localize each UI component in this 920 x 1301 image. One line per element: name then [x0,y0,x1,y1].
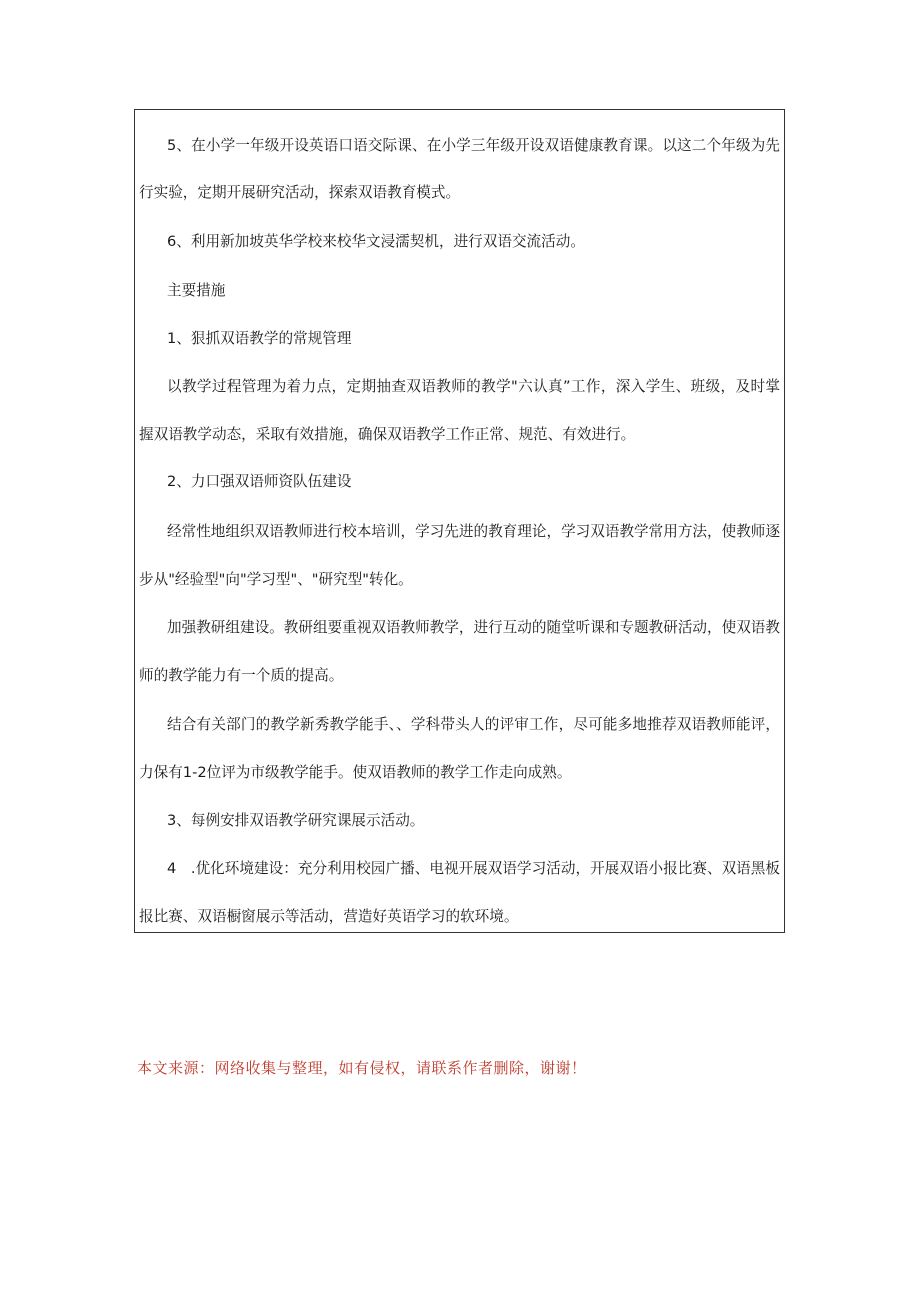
measure-1-body-line-1: 以教学过程管理为着力点，定期抽查双语教师的教学"六认真”工作，深入学生、班级，及时掌 [167,378,780,395]
measure-2-body-a-line-1: 经常性地组织双语教师进行校本培训，学习先进的教育理论，学习双语教学常用方法，使教师逐 [167,523,780,540]
measure-2-body-c-line-2: 力保有1-2位评为市级教学能手。使双语教师的教学工作走向成熟。 [139,764,572,781]
paragraph-item-5-line-2: 行实验，定期开展研究活动，探索双语教育模式。 [139,184,461,201]
measure-3-heading: 3、每例安排双语教学研究课展示活动。 [167,812,425,829]
source-note: 本文来源：网络收集与整理，如有侵权，请联系作者删除，谢谢！ [137,1059,587,1077]
measure-4-body-line-1: 4 .优化环境建设：充分利用校园广播、电视开展双语学习活动，开展双语小报比赛、双语黑板 [167,860,780,877]
paragraph-item-5-line-1: 5、在小学一年级开设英语口语交际课、在小学三年级开设双语健康教育课。以这二个年级为先 [167,137,780,154]
measure-2-body-b-line-2: 师的教学能力有一个质的提高。 [139,667,344,684]
measure-2-body-b-line-1: 加强教研组建设。教研组要重视双语教师教学，进行互动的随堂听课和专题教研活动，使双语教 [167,619,780,636]
paragraph-item-6-line-1: 6、利用新加坡英华学校来校华文浸濡契机，进行双语交流活动。 [167,233,585,250]
measure-4-body-line-2: 报比赛、双语橱窗展示等活动，营造好英语学习的软环境。 [139,908,519,925]
measure-1-body-line-2: 握双语教学动态，采取有效措施，确保双语教学工作正常、规范、有效进行。 [139,426,636,443]
measure-2-heading: 2、力口强双语师资队伍建设 [167,473,352,490]
measure-2-body-c-line-1: 结合有关部门的教学新秀教学能手、、学科带头人的评审工作，尽可能多地推荐双语教师能评， [167,716,780,733]
section-heading-main-measures: 主要措施 [167,282,226,299]
measure-1-heading: 1、狠抓双语教学的常规管理 [167,330,352,347]
measure-2-body-a-line-2: 步从"经验型"向"学习型"、"研究型"转化。 [139,571,413,588]
document-content-box [134,109,785,933]
